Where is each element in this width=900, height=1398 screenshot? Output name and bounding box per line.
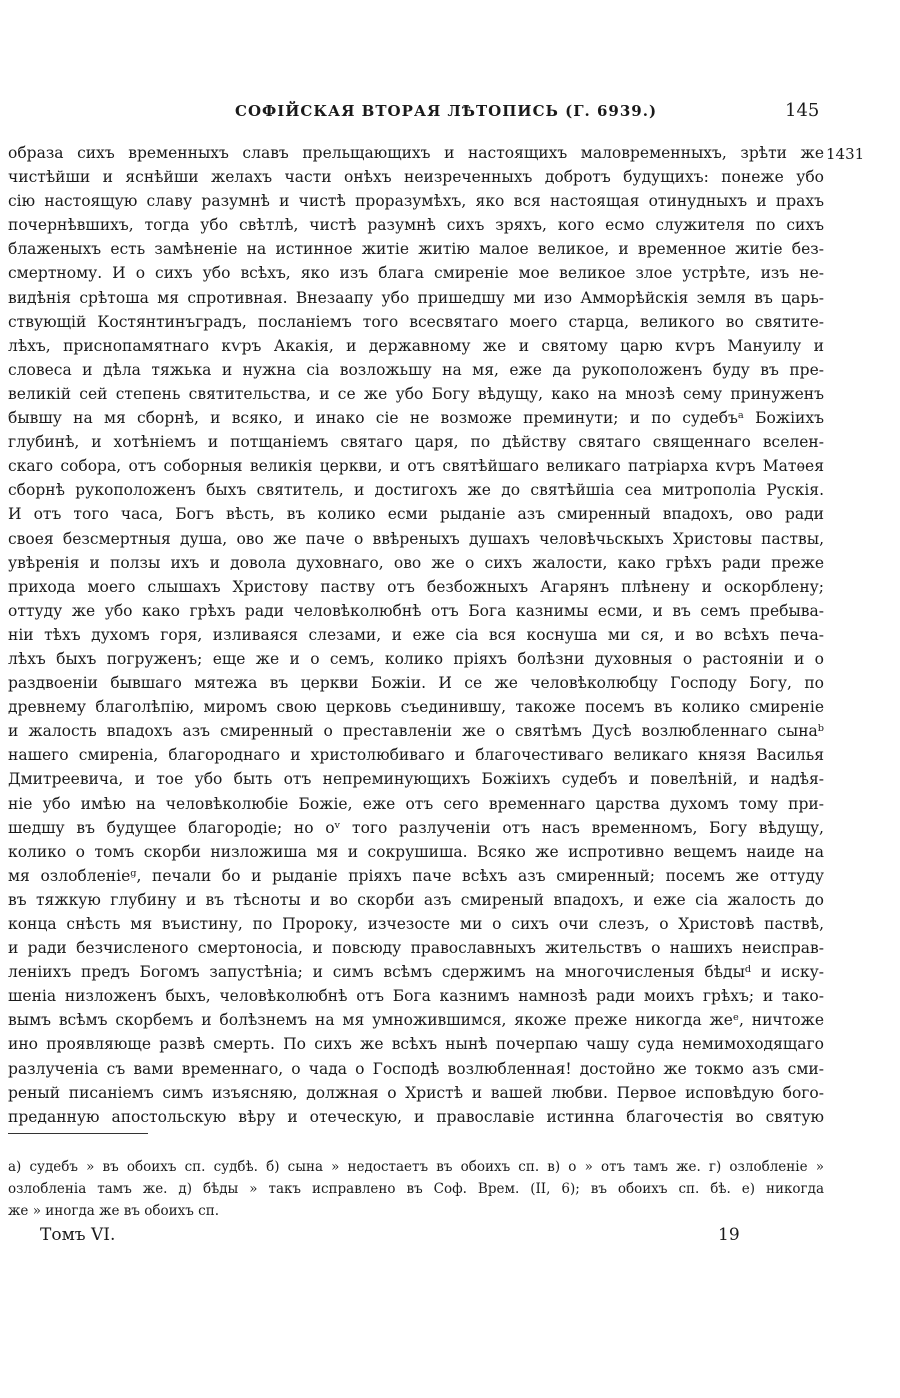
text-line: реный писаніемъ симъ изъясняю, должная о Христѣ и вашей любви. Первое исповѣдую бого- [8, 1083, 824, 1102]
text-line: конца снѣсть мя въистину, по Пророку, изчезосте ми о сихъ очи слезъ, о Христовѣ паствѣ, [8, 915, 824, 933]
text-line: колико о томъ скорби низложиша мя и сокрушиша. Всяко же испротивно вещемъ наиде на [8, 842, 824, 861]
text-line: древнему благолѣпію, миромъ свою церковь съединившу, такоже посемъ въ колико смиреніе [8, 698, 824, 717]
text-line: бывшу на мя сборнѣ, и всяко, и инако сіе не возможе преминути; и по судебъᵃ Божіихъ [8, 409, 824, 428]
text-line: раздвоеніи бывшаго мятежа въ церкви Божіи. И се же человѣколюбцу Господу Богу, по [8, 674, 824, 693]
footnote-divider [8, 1133, 148, 1134]
text-line: образа сихъ временныхъ славъ прельщающихъ и настоящихъ маловременныхъ, зрѣти же [8, 144, 824, 162]
text-line: сію настоящую славу разумнѣ и чистѣ проразумѣхъ, яко вся настоящая отинудныхъ и прахъ [8, 192, 824, 211]
text-line: скаго собора, отъ соборныя великія церкви, и отъ святѣйшаго великаго патріарха кѵръ Матѳея [8, 457, 824, 476]
text-line: шедшу въ будущее благородіе; но оᵛ того разлученіи отъ насъ временномъ, Богу вѣдущу, [8, 818, 824, 837]
text-line: лѣхъ быхъ погруженъ; еще же и о семъ, колико пріяхъ болѣзни духовныя о растояніи и о [8, 649, 824, 668]
text-line: чистѣйши и яснѣйши желахъ части онѣхъ неизреченныхъ добротъ будущихъ: понеже убо [8, 168, 824, 187]
text-line: ино проявляюще развѣ смерть. По сихъ же всѣхъ нынѣ почерпаю чашу суда немимоходящаго [8, 1035, 824, 1054]
text-line: глубинѣ, и хотѣніемъ и потщаніемъ святаго царя, по дѣйству святаго священнаго вселен- [8, 433, 824, 452]
text-line: ствующій Костянтинъградъ, посланіемъ того всесвятаго моего старца, великого во святите- [8, 312, 824, 331]
text-line: ніе убо имѣю на человѣколюбіе Божіе, еже отъ сего временнаго царства духомъ тому при- [8, 794, 824, 813]
main-text [8, 141, 824, 1129]
text-line: сборнѣ рукоположенъ быхъ святитель, и достигохъ же до святѣйшіа сеа митрополіа Рускія. [8, 481, 824, 500]
footnote-line: озлобленіа тамъ же. д) бѣды » такъ исправлено въ Соф. Врем. (II, 6); въ обоихъ сп. бѣ. е) никогда [8, 1181, 824, 1197]
text-line: въ тяжкую глубину и въ тѣсноты и во скорби азъ смиреный впадохъ, и еже сіа жалость до [8, 890, 824, 909]
text-line: видѣнія срѣтоша мя спротивная. Внезаапу убо пришедшу ми изо Амморѣйскія земля въ царь- [8, 288, 824, 307]
signature-mark: 19 [718, 1225, 740, 1245]
footnote-line: же » иногда же въ обоихъ сп. [8, 1203, 220, 1219]
text-line: шеніа низложенъ быхъ, человѣколюбнѣ отъ Бога казнимъ намнозѣ ради моихъ грѣхъ; и тако- [8, 987, 824, 1006]
text-line: вымъ всѣмъ скорбемъ и болѣзнемъ на мя умножившимся, якоже преже никогда жеᵉ, ничтоже [8, 1011, 824, 1030]
text-line: Дмитреевича, и тое убо быть отъ непреминующихъ Божіихъ судебъ и повелѣній, и надѣя- [8, 770, 824, 789]
footnotes [8, 1156, 824, 1222]
text-line: своея безсмертныя душа, ово же паче о ввѣреныхъ душахъ человѣчьскыхъ Христовы паствы, [8, 529, 824, 548]
page-footer [0, 1225, 900, 1255]
text-line: смертному. И о сихъ убо всѣхъ, яко изъ блага смиреніе мое великое злое устрѣте, изъ не- [8, 264, 824, 283]
text-line: преданную апостольскую вѣру и отеческую, и православіе истинна благочестія во святую [8, 1107, 824, 1126]
text-line: ніи тѣхъ духомъ горя, изливаяся слезами, и еже сіа вся коснуша ми ся, и во всѣхъ печа- [8, 625, 824, 644]
text-line: великій сей степень святительства, и се же убо Богу вѣдущу, како на мнозѣ сему принуженъ [8, 384, 824, 403]
text-line: словеса и дѣла тяжька и нужна сіа возложьшу на мя, еже да рукоположенъ буду въ пре- [8, 360, 824, 379]
footnote-line: а) судебъ » въ обоихъ сп. судбѣ. б) сына » недостаетъ въ обоихъ сп. в) о » отъ тамъ же. г) озлобленіе » [8, 1159, 824, 1175]
text-line: и жалость впадохъ азъ смиренный о преставленіи же о святѣмъ Дусѣ возлюбленнаго сынаᵇ [8, 722, 824, 741]
page-header [0, 100, 900, 130]
text-line: оттуду же убо како грѣхъ ради человѣколюбнѣ отъ Бога казнимы есми, и въ семъ пребыва- [8, 601, 824, 620]
text-line: прихода моего слышахъ Христову паству отъ безбожныхъ Агарянъ плѣнену и оскорблену; [8, 577, 824, 596]
volume-label: Томъ VI. [40, 1225, 116, 1245]
text-line: лѣхъ, приснопамятнаго кѵръ Акакія, и державному же и святому царю кѵръ Мануилу и [8, 336, 824, 355]
text-line: мя озлобленіеᵍ, печали бо и рыданіе пріяхъ паче всѣхъ азъ смиренный; посемъ же оттуду [8, 866, 824, 885]
text-line: разлученіа съ вами временнаго, о чада о Господѣ возлюбленная! достойно же токмо азъ сми- [8, 1059, 824, 1078]
text-line: нашего смиреніа, благороднаго и христолюбиваго и благочестиваго великаго князя Василья [8, 746, 824, 765]
text-line: блаженыхъ есть замѣненіе на истинное житіе житію малое великое, и временное житіе без- [8, 240, 824, 259]
text-line: И отъ того часа, Богъ вѣсть, въ колико есми рыданіе азъ смиренный впадохъ, ово ради [8, 505, 824, 524]
text-line: почернѣвшихъ, тогда убо свѣтлѣ, чистѣ разумнѣ сихъ зряхъ, кого есмо служителя по сихъ [8, 216, 824, 235]
running-head: СОФІЙСКАЯ ВТОРАЯ ЛѢТОПИСЬ (Г. 6939.) [235, 102, 658, 120]
text-line: увѣренія и ползы ихъ и довола духовнаго, ово же о сихъ жалости, како грѣхъ ради преже [8, 553, 824, 572]
text-line: и ради безчисленого смертоносіа, и повсюду православныхъ жительствъ о нашихъ неисправ- [8, 939, 824, 958]
text-line: леніихъ предъ Богомъ запустѣніа; и симъ всѣмъ сдержимъ на многочисленыя бѣдыᵈ и иску- [8, 963, 824, 982]
page-number: 145 [785, 100, 820, 121]
margin-year: 1431 [826, 145, 865, 163]
